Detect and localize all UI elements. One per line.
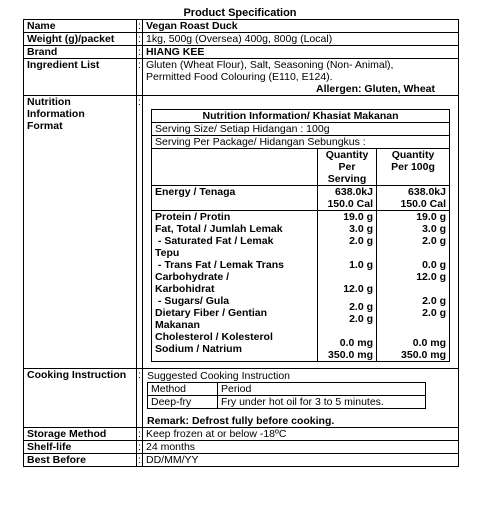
per100-sugar: 2.0 g bbox=[422, 295, 446, 307]
colon: : bbox=[137, 369, 143, 428]
nutrient-label: - Saturated Fat / Lemak bbox=[155, 235, 274, 247]
per100-sodium: 350.0 mg bbox=[401, 349, 446, 361]
cooking-period: Fry under hot oil for 3 to 5 minutes. bbox=[218, 396, 426, 409]
cooking-remark: Remark: Defrost fully before cooking. bbox=[147, 415, 335, 427]
shelf-value: 24 months bbox=[143, 441, 459, 454]
row-nutrition bbox=[24, 96, 459, 369]
row-storage bbox=[24, 428, 459, 441]
energy-label: Energy / Tenaga bbox=[152, 186, 318, 211]
nutrition-label-line-3: Format bbox=[27, 120, 63, 132]
col-serving-line-3: Serving bbox=[327, 173, 367, 185]
allergen-text: Allergen: Gluten, Wheat bbox=[315, 83, 435, 95]
nutrient-label: Tepu bbox=[155, 247, 180, 259]
cooking-cell bbox=[143, 369, 459, 428]
name-value: Vegan Roast Duck bbox=[143, 20, 459, 33]
header-blank bbox=[152, 149, 318, 186]
spec-table bbox=[23, 19, 459, 467]
shelf-label: Shelf-life bbox=[24, 441, 137, 454]
colon: : bbox=[138, 46, 141, 58]
storage-label: Storage Method bbox=[24, 428, 137, 441]
nutrient-label: Protein / Protin bbox=[155, 211, 231, 223]
energy-serving-cal: 150.0 Cal bbox=[327, 198, 373, 210]
per100-satfat: 2.0 g bbox=[422, 235, 446, 247]
col-serving-line-1: Quantity bbox=[325, 149, 369, 161]
ingredient-line-1: Gluten (Wheat Flour), Salt, Seasoning (Non- Animal), bbox=[146, 59, 394, 71]
serving-trans: 1.0 g bbox=[349, 259, 373, 271]
nutrition-cell bbox=[143, 96, 459, 369]
nutrition-label-line-2: Information bbox=[27, 108, 85, 120]
best-label: Best Before bbox=[24, 454, 137, 467]
serving-values bbox=[318, 211, 377, 362]
energy-100g-kj: 638.0kJ bbox=[408, 186, 446, 198]
weight-label: Weight (g)/packet bbox=[24, 33, 137, 46]
per100-fiber: 2.0 g bbox=[422, 307, 446, 319]
colon: : bbox=[138, 428, 141, 440]
name-label: Name bbox=[24, 20, 137, 33]
colon: : bbox=[138, 441, 141, 453]
cooking-label: Cooking Instruction bbox=[24, 369, 137, 428]
per100-carb: 12.0 g bbox=[416, 271, 446, 283]
serving-carb: 12.0 g bbox=[343, 283, 373, 295]
serving-satfat: 2.0 g bbox=[349, 235, 373, 247]
brand-label: Brand bbox=[24, 46, 137, 59]
best-value: DD/MM/YY bbox=[143, 454, 459, 467]
serving-sodium: 350.0 mg bbox=[328, 349, 373, 361]
energy-100g-cal: 150.0 Cal bbox=[400, 198, 446, 210]
serving-fiber: 2.0 g bbox=[349, 301, 373, 313]
colon: : bbox=[138, 33, 141, 45]
colon: : bbox=[138, 454, 141, 466]
serving-chol: 0.0 mg bbox=[339, 337, 373, 349]
colon: : bbox=[137, 59, 143, 96]
col-header-100g bbox=[377, 149, 450, 186]
col-100g-line-1: Quantity bbox=[391, 149, 435, 161]
cooking-head-method: Method bbox=[148, 383, 218, 396]
nutrient-label: Karbohidrat bbox=[155, 283, 215, 295]
serving-per-package: Serving Per Package/ Hidangan Sebungkus : bbox=[152, 136, 450, 149]
nutrient-label: Fat, Total / Jumlah Lemak bbox=[155, 223, 283, 235]
nutrient-labels bbox=[152, 211, 318, 362]
nutrition-label-line-1: Nutrition bbox=[27, 96, 71, 108]
ingredient-label: Ingredient List bbox=[24, 59, 137, 96]
serving-fat: 3.0 g bbox=[349, 223, 373, 235]
energy-serving bbox=[318, 186, 377, 211]
per100-fat: 3.0 g bbox=[422, 223, 446, 235]
page-title: Product Specification bbox=[183, 7, 297, 19]
row-name bbox=[24, 20, 459, 33]
cooking-method: Deep-fry bbox=[148, 396, 218, 409]
ingredient-line-2: Permitted Food Colouring (E110, E124). bbox=[146, 71, 333, 83]
cooking-table bbox=[147, 382, 426, 409]
cooking-title: Suggested Cooking Instruction bbox=[147, 370, 291, 382]
brand-value: HIANG KEE bbox=[143, 46, 459, 59]
nutrient-label: Cholesterol / Kolesterol bbox=[155, 331, 273, 343]
energy-100g bbox=[377, 186, 450, 211]
row-weight bbox=[24, 33, 459, 46]
cooking-head-period: Period bbox=[218, 383, 426, 396]
col-header-serving bbox=[318, 149, 377, 186]
serving-protein: 19.0 g bbox=[343, 211, 373, 223]
nutrient-label: Dietary Fiber / Gentian bbox=[155, 307, 268, 319]
row-ingredient bbox=[24, 59, 459, 96]
per100-protein: 19.0 g bbox=[416, 211, 446, 223]
row-cooking bbox=[24, 369, 459, 428]
nutrition-table bbox=[151, 109, 450, 362]
row-shelf bbox=[24, 441, 459, 454]
energy-serving-kj: 638.0kJ bbox=[335, 186, 373, 198]
nutrient-label: Sodium / Natrium bbox=[155, 343, 242, 355]
storage-value: Keep frozen at or below -18ºC bbox=[143, 428, 459, 441]
serving-size: Serving Size/ Setiap Hidangan : 100g bbox=[152, 123, 450, 136]
nutrient-label: Carbohydrate / bbox=[155, 271, 230, 283]
per100-values bbox=[377, 211, 450, 362]
nutrition-label bbox=[24, 96, 137, 369]
col-serving-line-2: Per bbox=[338, 161, 356, 173]
serving-sugar: 2.0 g bbox=[349, 313, 373, 325]
colon: : bbox=[138, 20, 141, 32]
nutrient-label: Makanan bbox=[155, 319, 200, 331]
per100-chol: 0.0 mg bbox=[412, 337, 446, 349]
colon: : bbox=[137, 96, 143, 369]
per100-trans: 0.0 g bbox=[422, 259, 446, 271]
row-best-before bbox=[24, 454, 459, 467]
col-100g-line-2: Per 100g bbox=[391, 161, 435, 173]
nutrient-label: - Sugars/ Gula bbox=[155, 295, 230, 307]
nutrient-label: - Trans Fat / Lemak Trans bbox=[155, 259, 284, 271]
row-brand bbox=[24, 46, 459, 59]
nutrition-heading: Nutrition Information/ Khasiat Makanan bbox=[152, 110, 450, 123]
weight-value: 1kg, 500g (Oversea) 400g, 800g (Local) bbox=[143, 33, 459, 46]
ingredient-value bbox=[143, 59, 459, 96]
